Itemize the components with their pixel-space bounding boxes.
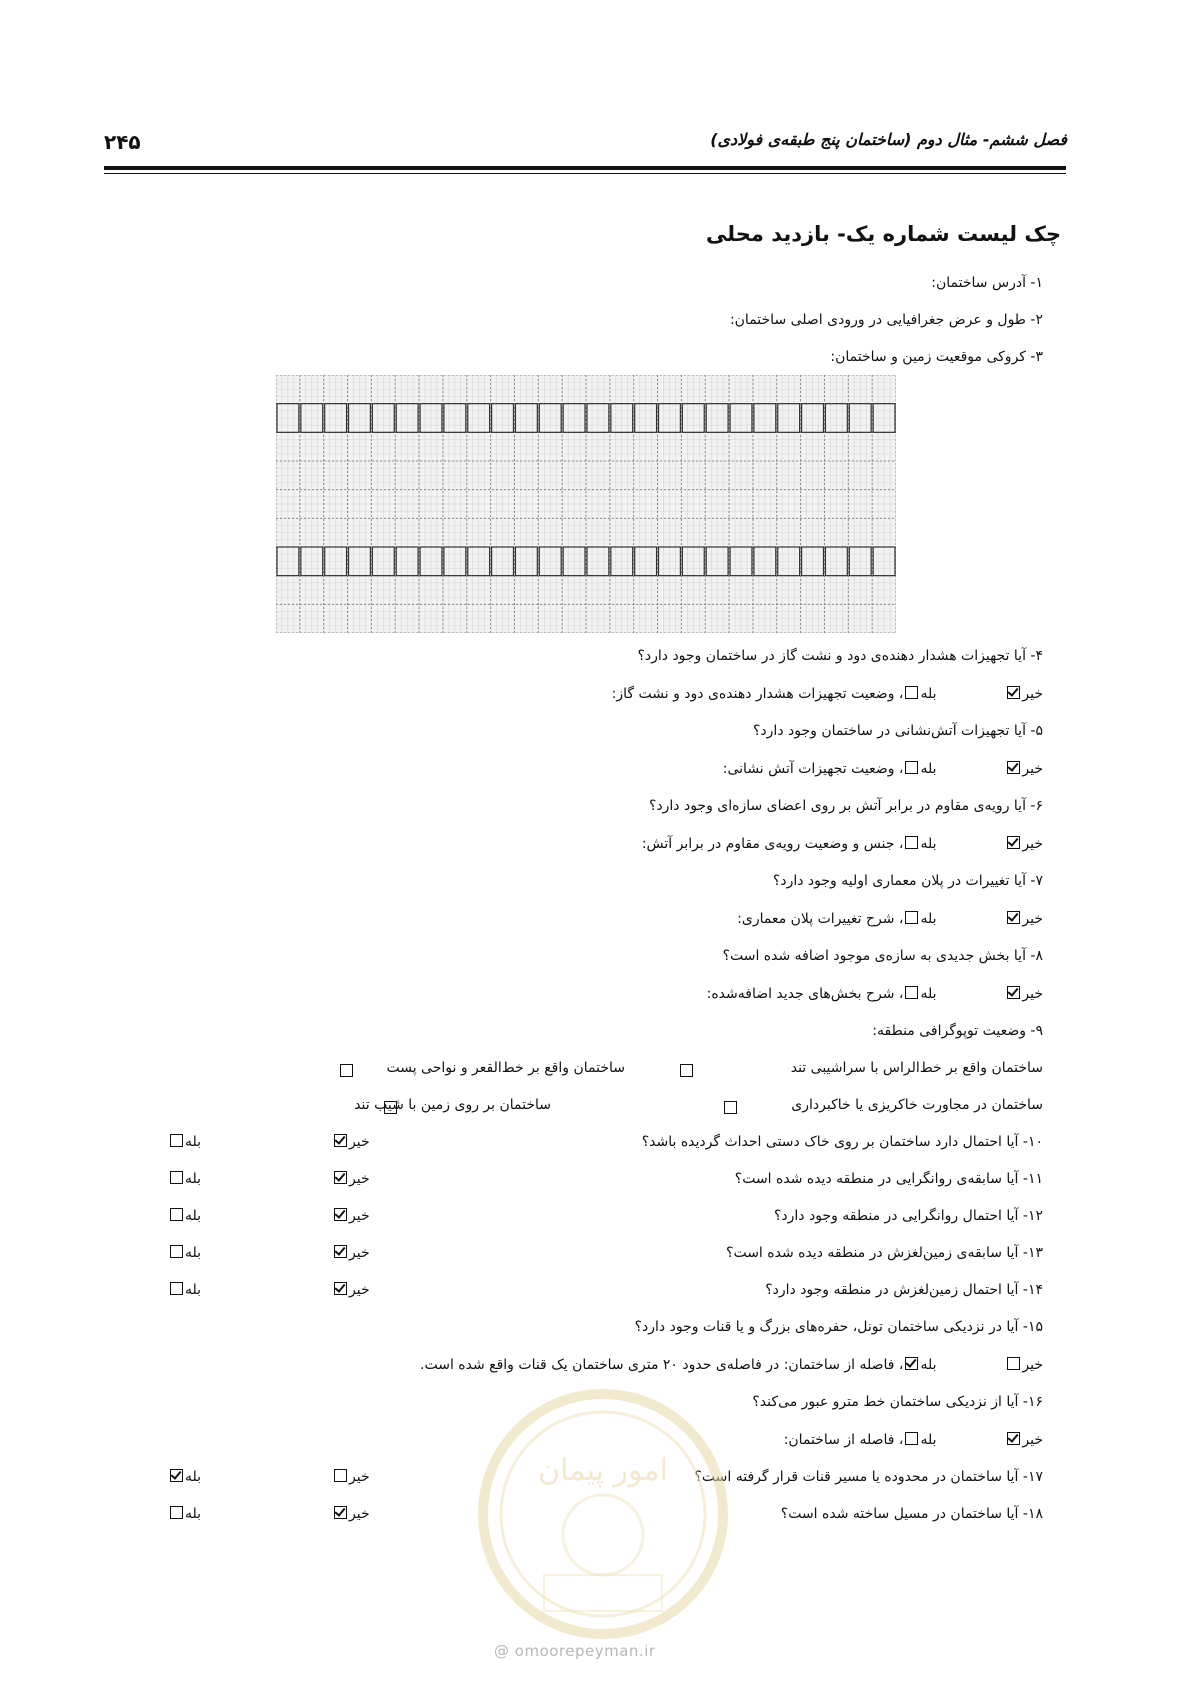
question-7: ۷- آیا تغییرات در پلان معماری اولیه وجود دارد؟ (772, 873, 1043, 889)
no-label: خیر (349, 1208, 370, 1224)
yes-label: بله (185, 1245, 202, 1261)
answer-no-12 (332, 1208, 370, 1224)
question-18: ۱۸- آیا ساختمان در مسیل ساخته شده است؟ (780, 1506, 1043, 1522)
yes-label: بله (920, 686, 937, 702)
answer-detail-15: ، فاصله از ساختمان: در فاصله‌ی حدود ۲۰ متری ساختمان یک قنات واقع شده است. (420, 1357, 904, 1373)
answer-yes-18 (168, 1506, 201, 1522)
question-6: ۶- آیا رویه‌ی مقاوم در برابر آتش بر روی اعضای سازه‌ای وجود دارد؟ (648, 798, 1043, 814)
page-number: ۲۴۵ (104, 130, 141, 154)
topography-checkbox-3[interactable] (724, 1101, 737, 1114)
header-rule (104, 166, 1066, 170)
header-rule-thin (104, 173, 1066, 174)
answer-yes-14 (168, 1282, 201, 1298)
topography-checkbox-4[interactable] (384, 1101, 397, 1114)
yes-checkbox-5[interactable] (905, 761, 918, 774)
answer-detail-8: ، شرح بخش‌های جدید اضافه‌شده: (706, 986, 904, 1002)
yes-checkbox-16[interactable] (905, 1432, 918, 1445)
no-label: خیر (1022, 686, 1043, 702)
no-checkbox-16[interactable] (1007, 1432, 1020, 1445)
yes-label: بله (920, 1432, 937, 1448)
yes-checkbox-18[interactable] (170, 1506, 183, 1519)
answer-no-11 (332, 1171, 370, 1187)
topography-option-2: ساختمان واقع بر خط‌القعر و نواحی پست (386, 1060, 625, 1076)
yes-label: بله (185, 1506, 202, 1522)
no-label: خیر (349, 1282, 370, 1298)
no-checkbox-11[interactable] (334, 1171, 347, 1184)
no-checkbox-7[interactable] (1007, 911, 1020, 924)
yes-label: بله (920, 911, 937, 927)
answer-detail-5: ، وضعیت تجهیزات آتش نشانی: (722, 761, 904, 777)
no-label: خیر (349, 1171, 370, 1187)
question-16: ۱۶- آیا از نزدیکی ساختمان خط مترو عبور می‌کند؟ (752, 1394, 1043, 1410)
yes-checkbox-12[interactable] (170, 1208, 183, 1221)
no-checkbox-18[interactable] (334, 1506, 347, 1519)
answer-no-18 (332, 1506, 370, 1522)
watermark-seal-icon (474, 1385, 732, 1643)
no-label: خیر (1022, 1432, 1043, 1448)
answer-row-5 (723, 761, 1043, 777)
watermark-url: @ omoorepeyman.ir (494, 1642, 656, 1660)
answer-row-4 (612, 686, 1043, 702)
yes-label: بله (185, 1171, 202, 1187)
yes-label: بله (185, 1469, 202, 1485)
answer-yes-13 (168, 1245, 201, 1261)
question-13: ۱۳- آیا سابقه‌ی زمین‌لغزش در منطقه دیده شده است؟ (726, 1245, 1043, 1261)
question-11: ۱۱- آیا سابقه‌ی روانگرایی در منطقه دیده شده است؟ (734, 1171, 1043, 1187)
no-checkbox-10[interactable] (334, 1134, 347, 1147)
no-checkbox-17[interactable] (334, 1469, 347, 1482)
no-label: خیر (1022, 836, 1043, 852)
section-title: چک لیست شماره یک- بازدید محلی (705, 222, 1061, 246)
yes-checkbox-7[interactable] (905, 911, 918, 924)
answer-row-16 (784, 1432, 1043, 1448)
no-label: خیر (1022, 911, 1043, 927)
yes-label: بله (920, 1357, 937, 1373)
answer-yes-17 (168, 1469, 201, 1485)
sketch-grid-svg (276, 375, 896, 633)
answer-yes-11 (168, 1171, 201, 1187)
question-17: ۱۷- آیا ساختمان در محدوده یا مسیر قنات قرار گرفته است؟ (694, 1469, 1043, 1485)
no-checkbox-8[interactable] (1007, 986, 1020, 999)
answer-detail-6: ، جنس و وضعیت رویه‌ی مقاوم در برابر آتش: (641, 836, 904, 852)
no-label: خیر (349, 1134, 370, 1150)
answer-yes-12 (168, 1208, 201, 1224)
topography-checkbox-2[interactable] (340, 1064, 353, 1077)
question-10: ۱۰- آیا احتمال دارد ساختمان بر روی خاک دستی احداث گردیده باشد؟ (641, 1134, 1043, 1150)
yes-checkbox-8[interactable] (905, 986, 918, 999)
no-checkbox-5[interactable] (1007, 761, 1020, 774)
no-label: خیر (349, 1506, 370, 1522)
question-9: ۹- وضعیت توپوگرافی منطقه: (872, 1023, 1043, 1039)
yes-label: بله (920, 986, 937, 1002)
no-label: خیر (1022, 761, 1043, 777)
no-label: خیر (1022, 1357, 1043, 1373)
answer-no-10 (332, 1134, 370, 1150)
yes-label: بله (185, 1282, 202, 1298)
yes-checkbox-10[interactable] (170, 1134, 183, 1147)
answer-detail-4: ، وضعیت تجهیزات هشدار دهنده‌ی دود و نشت گاز: (611, 686, 904, 702)
answer-no-13 (332, 1245, 370, 1261)
no-checkbox-4[interactable] (1007, 686, 1020, 699)
yes-checkbox-6[interactable] (905, 836, 918, 849)
answer-detail-16: ، فاصله از ساختمان: (783, 1432, 904, 1448)
no-checkbox-6[interactable] (1007, 836, 1020, 849)
answer-row-15 (420, 1357, 1043, 1373)
question-14: ۱۴- آیا احتمال زمین‌لغزش در منطقه وجود دارد؟ (765, 1282, 1043, 1298)
watermark-url-text: omoorepeyman.ir (514, 1642, 656, 1660)
question-4: ۴- آیا تجهیزات هشدار دهنده‌ی دود و نشت گاز در ساختمان وجود دارد؟ (637, 648, 1043, 664)
yes-checkbox-13[interactable] (170, 1245, 183, 1258)
yes-label: بله (920, 836, 937, 852)
no-checkbox-14[interactable] (334, 1282, 347, 1295)
question-2: ۲- طول و عرض جغرافیایی در ورودی اصلی ساختمان: (729, 312, 1043, 328)
yes-checkbox-15[interactable] (905, 1357, 918, 1370)
watermark-logo (474, 1385, 732, 1643)
topography-option-3: ساختمان در مجاورت خاکریزی یا خاکبرداری (791, 1097, 1043, 1113)
yes-checkbox-4[interactable] (905, 686, 918, 699)
topography-checkbox-1[interactable] (680, 1064, 693, 1077)
yes-checkbox-11[interactable] (170, 1171, 183, 1184)
question-8: ۸- آیا بخش جدیدی به سازه‌ی موجود اضافه شده است؟ (722, 948, 1043, 964)
answer-row-8 (707, 986, 1043, 1002)
topography-option-1: ساختمان واقع بر خط‌الراس با سراشیبی تند (790, 1060, 1043, 1076)
no-label: خیر (1022, 986, 1043, 1002)
answer-yes-10 (168, 1134, 201, 1150)
question-1: ۱- آدرس ساختمان: (931, 275, 1043, 291)
answer-no-14 (332, 1282, 370, 1298)
no-checkbox-15[interactable] (1007, 1357, 1020, 1370)
yes-label: بله (185, 1208, 202, 1224)
topography-option-4: ساختمان بر روی زمین با شیب تند (354, 1097, 551, 1113)
sketch-grid[interactable] (276, 375, 896, 633)
yes-label: بله (185, 1134, 202, 1150)
question-5: ۵- آیا تجهیزات آتش‌نشانی در ساختمان وجود دارد؟ (753, 723, 1043, 739)
yes-checkbox-17[interactable] (170, 1469, 183, 1482)
answer-row-7 (737, 911, 1043, 927)
answer-detail-7: ، شرح تغییرات پلان معماری: (737, 911, 904, 927)
yes-label: بله (920, 761, 937, 777)
question-15: ۱۵- آیا در نزدیکی ساختمان تونل، حفره‌های بزرگ و یا قنات وجود دارد؟ (634, 1319, 1043, 1335)
answer-row-6 (642, 836, 1043, 852)
no-checkbox-13[interactable] (334, 1245, 347, 1258)
question-3: ۳- کروکی موقعیت زمین و ساختمان: (830, 349, 1043, 365)
no-checkbox-12[interactable] (334, 1208, 347, 1221)
no-label: خیر (349, 1245, 370, 1261)
question-12: ۱۲- آیا احتمال روانگرایی در منطقه وجود دارد؟ (773, 1208, 1043, 1224)
yes-checkbox-14[interactable] (170, 1282, 183, 1295)
chapter-title: فصل ششم- مثال دوم (ساختمان پنج طبقه‌ی فولادی) (710, 130, 1067, 149)
svg-text:امور پیمان: امور پیمان (538, 1453, 668, 1488)
answer-no-17 (332, 1469, 370, 1485)
no-label: خیر (349, 1469, 370, 1485)
